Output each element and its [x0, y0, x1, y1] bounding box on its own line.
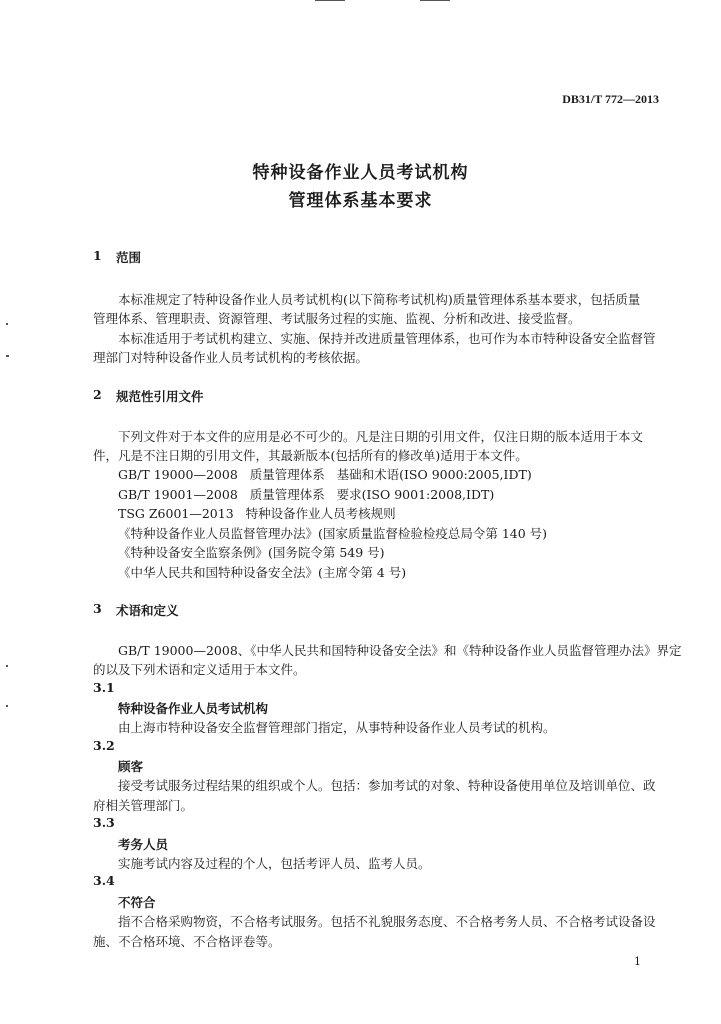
term-name: 顾客: [118, 759, 144, 774]
reference-item: 《特种设备作业人员监督管理办法》(国家质量监督检验检疫总局令第 140 号): [118, 526, 548, 541]
section-1-heading: 范围: [116, 250, 142, 265]
section-1-paragraph-1-line-1: 本标准规定了特种设备作业人员考试机构(以下简称考试机构)质量管理体系基本要求，包括质量: [118, 292, 641, 307]
term-name: 考务人员: [118, 837, 169, 852]
term-definition: 实施考试内容及过程的个人，包括考评人员、监考人员。: [118, 856, 431, 871]
scan-mark-left-3: [6, 665, 8, 667]
term-number: 3.3: [93, 815, 115, 830]
section-2-heading: 规范性引用文件: [116, 389, 204, 404]
reference-item: GB/T 19000—2008 质量管理体系 基础和术语(ISO 9000:2005,IDT): [118, 467, 532, 482]
term-number: 3.1: [93, 680, 115, 695]
term-definition: 接受考试服务过程结果的组织或个人。包括：参加考试的对象、特种设备使用单位及培训单位、政: [118, 778, 656, 793]
reference-item: 《中华人民共和国特种设备安全法》(主席令第 4 号): [118, 565, 407, 580]
section-2-paragraph-line-1: 下列文件对于本文件的应用是必不可少的。凡是注日期的引用文件，仅注日期的版本适用于本文: [118, 429, 644, 444]
section-1-number: 1: [93, 248, 102, 263]
section-2-number: 2: [93, 387, 102, 402]
reference-item: TSG Z6001—2013 特种设备作业人员考核规则: [118, 506, 396, 521]
term-definition: 指不合格采购物资，不合格考试服务。包括不礼貌服务态度、不合格考务人员、不合格考试设备设: [118, 914, 656, 929]
standard-code: DB31/T 772—2013: [562, 92, 659, 106]
term-definition-continued: 府相关管理部门。: [93, 798, 194, 813]
section-1-paragraph-2-line-2: 理部门对特种设备作业人员考试机构的考核依据。: [93, 350, 369, 365]
scan-mark-top-2: [420, 0, 450, 1]
term-definition: 由上海市特种设备安全监督管理部门指定，从事特种设备作业人员考试的机构。: [118, 720, 556, 735]
scan-mark-left-2: [6, 355, 9, 357]
reference-item: 《特种设备安全监察条例》(国务院令第 549 号): [118, 545, 385, 560]
term-number: 3.4: [93, 873, 115, 888]
section-1-paragraph-1-line-2: 管理体系、管理职责、资源管理、考试服务过程的实施、监视、分析和改进、接受监督。: [93, 311, 581, 326]
section-3-intro-line-1: GB/T 19000—2008、《中华人民共和国特种设备安全法》和《特种设备作业人员监督管理办法》界定: [118, 643, 682, 658]
term-name: 不符合: [118, 895, 156, 910]
section-3-heading: 术语和定义: [116, 603, 179, 618]
section-3-intro-line-2: 的以及下列术语和定义适用于本文件。: [93, 662, 306, 677]
section-1-paragraph-2-line-1: 本标准适用于考试机构建立、实施、保持并改进质量管理体系，也可作为本市特种设备安全监督管: [118, 331, 656, 346]
section-2-paragraph-line-2: 件，凡是不注日期的引用文件，其最新版本(包括所有的修改单)适用于本文件。: [93, 448, 528, 463]
term-definition-continued: 施、不合格环境、不合格评卷等。: [93, 934, 281, 949]
term-number: 3.2: [93, 738, 115, 753]
scan-mark-left-1: [6, 323, 8, 325]
scan-mark-top-1: [315, 0, 345, 1]
scan-mark-left-4: [6, 705, 8, 707]
document-title-line1: 特种设备作业人员考试机构: [252, 163, 469, 183]
term-name: 特种设备作业人员考试机构: [118, 701, 269, 716]
section-3-number: 3: [93, 601, 102, 616]
reference-item: GB/T 19001—2008 质量管理体系 要求(ISO 9001:2008,IDT): [118, 487, 495, 502]
document-title-line2: 管理体系基本要求: [288, 191, 433, 211]
page-number: 1: [634, 955, 641, 968]
